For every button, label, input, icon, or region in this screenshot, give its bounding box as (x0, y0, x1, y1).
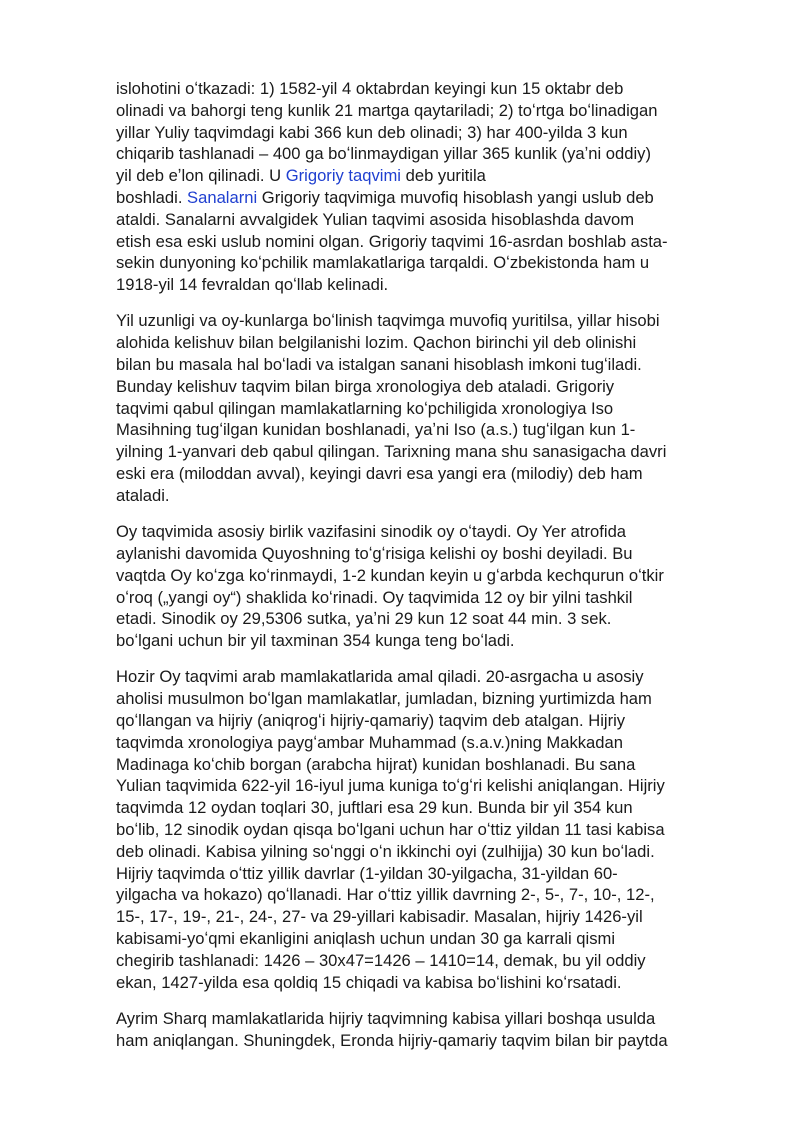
text-line (116, 252, 746, 274)
text-segment: alohida kelishuv bilan belgilanishi lozim. Qachon birinchi yil deb olinishi (116, 333, 637, 353)
text-segment: Oy taqvimida asosiy birlik vazifasini sinodik oy oʻtaydi. Oy Yer atrofida (116, 522, 627, 542)
text-segment: Yulian taqvimida 622-yil 16-iyul juma kuniga toʻgʻri kelishi aniqlangan. Hijriy (116, 776, 665, 796)
text-segment: etadi. Sinodik oy 29,5306 sutka, yaʼni 29 kun 12 soat 44 min. 3 sek. (116, 609, 612, 629)
text-segment: Ayrim Sharq mamlakatlarida hijriy taqvimning kabisa yillari boshqa usulda (116, 1008, 656, 1028)
text-segment: Hijriy taqvimda oʻttiz yillik davrlar (1-yildan 30-yilgacha, 31-yildan 60- (116, 863, 618, 883)
hyperlink[interactable]: Grigoriy taqvimi (285, 166, 401, 186)
text-segment: bilan bu masala hal boʻladi va istalgan sanani hisoblash imkoni tugʻiladi. (116, 355, 642, 375)
text-segment: yillar Yuliy taqvimdagi kabi 366 kun deb olinadi; 3) har 400-yilda 3 kun (116, 122, 628, 142)
text-line (116, 521, 746, 543)
text-line (116, 630, 746, 652)
text-line (116, 587, 746, 609)
text-segment: eski era (miloddan avval), keyingi davri esa yangi era (milodiy) deb ham (116, 464, 643, 484)
text-segment: Madinaga koʻchib borgan (arabcha hijrat) kunidan boshlanadi. Bu sana (116, 754, 636, 774)
text-line (116, 710, 746, 732)
text-line (116, 310, 746, 332)
text-line (116, 841, 746, 863)
text-segment: kabisami-yoʻqmi ekanligini aniqlash uchun undan 30 ga karrali qismi (116, 928, 616, 948)
text-line (116, 543, 746, 565)
text-segment: boʻlgani uchun bir yil taxminan 354 kunga teng boʻladi. (116, 631, 515, 651)
text-line (116, 165, 746, 187)
text-line (116, 78, 746, 100)
document-page (116, 78, 746, 1066)
text-line (116, 187, 746, 209)
text-segment: yilgacha va hokazo) qoʻllanadi. Har oʻttiz yillik davrning 2-, 5-, 7-, 10-, 12-, (116, 885, 655, 905)
text-line (116, 797, 746, 819)
text-line (116, 354, 746, 376)
paragraph-1 (116, 78, 746, 296)
text-line (116, 972, 746, 994)
text-segment: taqvimi qabul qilingan mamlakatlarning koʻpchiligida xronologiya Iso (116, 398, 614, 418)
paragraph-2 (116, 310, 746, 506)
text-segment: aylanishi davomida Quyoshning toʻgʻrisiga kelishi oy boshi deyiladi. Bu (116, 543, 633, 563)
text-segment: oʻroq („yangi oy“) shaklida koʻrinadi. Oy taqvimida 12 oy bir yilni tashkil (116, 587, 633, 607)
text-line (116, 100, 746, 122)
text-segment: Hozir Oy taqvimi arab mamlakatlarida amal qiladi. 20-asrgacha u asosiy (116, 667, 644, 687)
text-segment: taqvimda xronologiya paygʻambar Muhammad (s.a.v.)ning Makkadan (116, 732, 623, 752)
text-line (116, 143, 746, 165)
text-segment: olinadi va bahorgi teng kunlik 21 martga qaytariladi; 2) toʻrtga boʻlinadigan (116, 100, 658, 120)
text-line (116, 419, 746, 441)
text-line (116, 122, 746, 144)
text-segment: Masihning tugʻilgan kunidan boshlanadi, yaʼni Iso (a.s.) tugʻilgan kun 1- (116, 420, 636, 440)
text-line (116, 732, 746, 754)
text-segment: qoʻllangan va hijriy (aniqrogʻi hijriy-qamariy) taqvim deb atalgan. Hijriy (116, 711, 626, 731)
text-line (116, 688, 746, 710)
text-segment: ataladi. (116, 485, 170, 505)
hyperlink[interactable]: Sanalarni (187, 187, 258, 207)
text-line (116, 884, 746, 906)
text-line (116, 332, 746, 354)
text-line (116, 906, 746, 928)
text-segment: ekan, 1427-yilda esa qoldiq 15 chiqadi va kabisa boʻlishini koʻrsatadi. (116, 972, 622, 992)
text-line (116, 231, 746, 253)
text-line (116, 1008, 746, 1030)
text-segment: etish esa eski uslub nomini olgan. Grigoriy taqvimi 16-asrdan boshlab asta- (116, 231, 668, 251)
paragraph-3 (116, 521, 746, 652)
text-segment: ataldi. Sanalarni avvalgidek Yulian taqvimi asosida hisoblashda davom (116, 209, 635, 229)
text-segment: aholisi musulmon boʻlgan mamlakatlar, jumladan, bizning yurtimizda ham (116, 689, 652, 709)
text-segment: yilning 1-yanvari deb qabul qilingan. Tarixning mana shu sanasigacha davri (116, 442, 667, 462)
text-line (116, 819, 746, 841)
text-segment: chiqarib tashlanadi – 400 ga boʻlinmaydigan yillar 365 kunlik (yaʼni oddiy) (116, 144, 652, 164)
text-line (116, 950, 746, 972)
text-line (116, 775, 746, 797)
text-line (116, 441, 746, 463)
text-line (116, 398, 746, 420)
text-line (116, 376, 746, 398)
text-segment: deb olinadi. Kabisa yilning soʻnggi oʻn ikkinchi oyi (zulhijja) 30 kun boʻladi. (116, 841, 655, 861)
text-line (116, 1030, 746, 1052)
text-segment: Yil uzunligi va oy-kunlarga boʻlinish taqvimga muvofiq yuritilsa, yillar hisobi (116, 311, 660, 331)
text-segment: Grigoriy taqvimiga muvofiq hisoblash yangi uslub deb (257, 187, 654, 207)
text-segment: ham aniqlangan. Shuningdek, Eronda hijriy-qamariy taqvim bilan bir paytda (116, 1030, 668, 1050)
text-segment: 1918-yil 14 fevraldan qoʻllab kelinadi. (116, 275, 389, 295)
text-line (116, 565, 746, 587)
text-line (116, 754, 746, 776)
paragraph-5 (116, 1008, 746, 1052)
text-segment: vaqtda Oy koʻzga koʻrinmaydi, 1-2 kundan keyin u gʻarbda kechqurun oʻtkir (116, 565, 664, 585)
paragraph-4 (116, 666, 746, 993)
text-line (116, 666, 746, 688)
text-line (116, 928, 746, 950)
text-segment: boʻlib, 12 sinodik oydan qisqa boʻlgani uchun har oʻttiz yildan 11 tasi kabisa (116, 820, 665, 839)
text-line (116, 863, 746, 885)
text-segment: boshladi. (116, 187, 188, 207)
text-segment: deb yuritila (401, 166, 486, 186)
text-line (116, 463, 746, 485)
text-segment: chegirib tashlanadi: 1426 – 30x47=1426 – 1410=14, demak, bu yil oddiy (116, 950, 646, 970)
text-segment: yil deb eʼlon qilinadi. U (116, 166, 286, 186)
text-segment: Bunday kelishuv taqvim bilan birga xronologiya deb ataladi. Grigoriy (116, 376, 615, 396)
text-segment: taqvimda 12 oydan toqlari 30, juftlari esa 29 kun. Bunda bir yil 354 kun (116, 798, 633, 818)
text-segment: sekin dunyoning koʻpchilik mamlakatlariga tarqaldi. Oʻzbekistonda ham u (116, 253, 650, 273)
text-line (116, 274, 746, 296)
text-segment: 15-, 17-, 19-, 21-, 24-, 27- va 29-yillari kabisadir. Masalan, hijriy 1426-yil (116, 907, 643, 927)
text-line (116, 608, 746, 630)
text-line (116, 209, 746, 231)
text-line (116, 485, 746, 507)
text-segment: islohotini oʻtkazadi: 1) 1582-yil 4 oktabrdan keyingi kun 15 oktabr deb (116, 79, 624, 98)
